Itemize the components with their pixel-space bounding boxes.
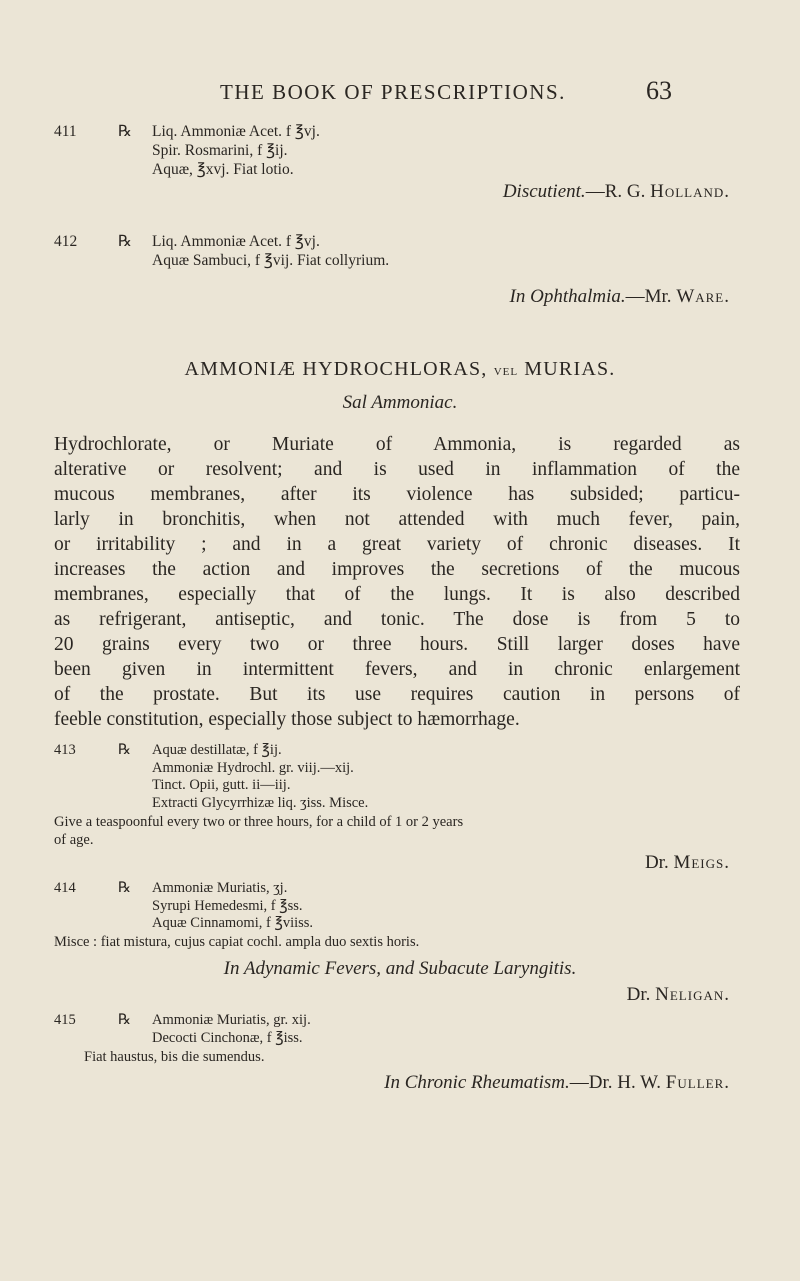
author-name: Neligan.: [655, 984, 730, 1005]
prescription-lines: [152, 232, 389, 270]
prescription-number: 414: [54, 880, 76, 896]
prescription-line: Extracti Glycyrrhizæ liq. ʒiss. Misce.: [152, 794, 369, 811]
prescription-415: [54, 1012, 730, 1050]
use-note: In Chronic Rheumatism.: [384, 1072, 570, 1093]
paragraph-line: Hydrochlorate, or Muriate of Ammonia, is regarded as: [54, 434, 740, 455]
paragraph-line: mucous membranes, after its violence has subsided; particu-: [54, 484, 740, 505]
direction-413-cont: of age.: [54, 832, 94, 848]
author-prefix: —Dr. H. W.: [569, 1072, 662, 1093]
prescription-line: Liq. Ammoniæ Acet. f ℥vj.: [152, 233, 320, 250]
prescription-number: 412: [54, 233, 78, 250]
attribution-415: [384, 1072, 730, 1094]
author-name: Fuller.: [665, 1072, 730, 1093]
running-title: THE BOOK OF PRESCRIPTIONS.: [220, 80, 566, 104]
recipe-symbol: ℞: [118, 123, 132, 140]
prescription-line: Ammoniæ Muriatis, gr. xij.: [152, 1012, 311, 1028]
attribution-414: [627, 984, 730, 1006]
prescription-number: 415: [54, 1012, 76, 1028]
page-number: 63: [646, 76, 672, 105]
prescription-lines: [152, 122, 320, 179]
author-prefix: Dr.: [626, 984, 651, 1005]
description-paragraph: [54, 432, 740, 732]
author-prefix: —R. G.: [585, 181, 646, 202]
prescription-line: Spir. Rosmarini, f ℥ij.: [152, 142, 288, 159]
paragraph-line: increases the action and improves the secretions of the mucous: [54, 559, 740, 580]
direction-413: Give a teaspoonful every two or three hours, for a child of 1 or 2 years: [54, 814, 464, 830]
author-prefix: —Mr.: [625, 286, 672, 307]
prescription-line: Decocti Cinchonæ, f ℥iss.: [152, 1029, 303, 1046]
prescription-414: [54, 880, 730, 936]
section-heading: AMMONIÆ HYDROCHLORAS, vel MURIAS.: [184, 358, 616, 380]
author-name: Meigs.: [673, 852, 730, 873]
running-header: [220, 76, 672, 110]
use-note: Discutient.: [502, 181, 586, 202]
prescription-number: 411: [54, 123, 77, 140]
direction-414: Misce : fiat mistura, cujus capiat cochl. ampla duo sextis horis.: [54, 934, 420, 950]
use-note: In Ophthalmia.: [509, 286, 626, 307]
prescription-411: [54, 122, 730, 182]
prescription-line: Ammoniæ Muriatis, ʒj.: [152, 880, 288, 896]
attribution-411: [503, 181, 730, 203]
author-name: Holland.: [650, 181, 730, 202]
author-prefix: Dr.: [644, 852, 669, 873]
recipe-symbol: ℞: [118, 742, 131, 758]
paragraph-line: as refrigerant, antiseptic, and tonic. The dose is from 5 to: [54, 609, 740, 630]
prescription-line: Tinct. Opii, gutt. ii—iij.: [152, 777, 291, 793]
prescription-line: Aquæ destillatæ, f ℥ij.: [152, 742, 282, 758]
prescription-lines: [152, 1012, 311, 1047]
section-subheading: Sal Ammoniac.: [342, 392, 458, 413]
paragraph-line: larly in bronchitis, when not attended with much fever, pain,: [54, 509, 740, 530]
paragraph-line: 20 grains every two or three hours. Still larger doses have: [54, 634, 740, 655]
paragraph-line: membranes, especially that of the lungs. It is also described: [54, 584, 740, 605]
prescription-line: Ammoniæ Hydrochl. gr. viij.—xij.: [152, 759, 354, 776]
use-note-414: In Adynamic Fevers, and Subacute Laryngitis.: [223, 958, 577, 979]
prescription-413: [54, 742, 730, 817]
paragraph-line: of the prostate. But its use requires caution in persons of: [54, 684, 740, 705]
attribution-413: [645, 852, 730, 874]
paragraph-line: feeble constitution, especially those subject to hæmorrhage.: [54, 709, 520, 730]
recipe-symbol: ℞: [118, 1012, 131, 1028]
paragraph-line: or irritability ; and in a great variety of chronic diseases. It: [54, 534, 740, 555]
prescription-line: Aquæ Cinnamomi, f ℥viiss.: [152, 915, 314, 931]
author-name: Ware.: [676, 286, 730, 307]
prescription-number: 413: [54, 742, 76, 758]
prescription-line: Liq. Ammoniæ Acet. f ℥vj.: [152, 123, 320, 140]
prescription-lines: [152, 742, 368, 812]
prescription-line: Syrupi Hemedesmi, f ℥ss.: [152, 897, 303, 914]
direction-415: Fiat haustus, bis die sumendus.: [84, 1049, 265, 1065]
attribution-412: [510, 286, 730, 308]
prescription-line: Aquæ, ℥xvj. Fiat lotio.: [152, 161, 294, 178]
recipe-symbol: ℞: [118, 233, 132, 250]
paragraph-line: been given in intermittent fevers, and in chronic enlargement: [54, 659, 740, 680]
prescription-412: [54, 232, 730, 272]
paragraph-line: alterative or resolvent; and is used in inflammation of the: [54, 459, 740, 480]
prescription-lines: [152, 880, 313, 933]
prescription-line: Aquæ Sambuci, f ℥vij. Fiat collyrium.: [152, 252, 390, 269]
recipe-symbol: ℞: [118, 880, 131, 896]
